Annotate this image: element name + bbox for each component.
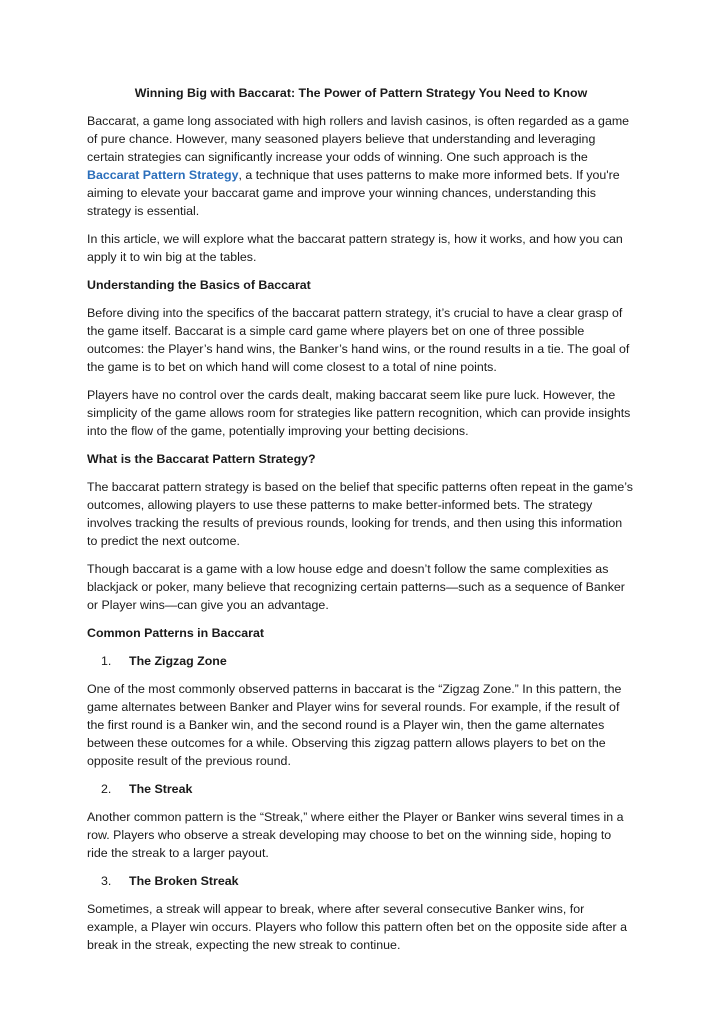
pattern-list-item <box>87 652 635 670</box>
pattern-title-broken-streak: The Broken Streak <box>129 874 239 888</box>
pattern-paragraph-streak: Another common pattern is the “Streak,” where either the Player or Banker wins several times in a row. Players who observe a streak developing may choose to bet on the winning side, hoping to ride the streak to a larger payout. <box>87 810 624 860</box>
pattern-list-item <box>87 780 635 798</box>
pattern-paragraph-zigzag: One of the most commonly observed patterns in baccarat is the “Zigzag Zone.” In this pattern, the game alternates between Banker and Player wins for several rounds. For example, if the result of the first round is a Banker win, and the second round is a Player win, then the game alternates between these outcomes for a while. Observing this zigzag pattern allows players to bet on the opposite result of the previous round. <box>87 682 622 768</box>
section-heading-strategy: What is the Baccarat Pattern Strategy? <box>87 452 316 466</box>
section-heading-patterns: Common Patterns in Baccarat <box>87 626 264 640</box>
baccarat-pattern-strategy-link[interactable]: Baccarat Pattern Strategy <box>87 168 239 182</box>
basics-paragraph-2: Players have no control over the cards dealt, making baccarat seem like pure luck. However, the simplicity of the game allows room for strategies like pattern recognition, which can provide insights into the flow of the game, potentially improving your betting decisions. <box>87 388 631 438</box>
list-number: 2. <box>101 782 112 796</box>
list-number: 1. <box>101 654 112 668</box>
pattern-list-item <box>87 872 635 890</box>
strategy-paragraph-2: Though baccarat is a game with a low house edge and doesn’t follow the same complexities as blackjack or poker, many believe that recognizing certain patterns—such as a sequence of Banker or Player wins—can give you an advantage. <box>87 562 625 612</box>
basics-paragraph-1: Before diving into the specifics of the baccarat pattern strategy, it’s crucial to have a clear grasp of the game itself. Baccarat is a simple card game where players bet on one of three possible outcomes: the Player’s hand wins, the Banker’s hand wins, or the round results in a tie. The goal of the game is to bet on which hand will come closest to a total of nine points. <box>87 306 630 374</box>
intro-text-before-link: Baccarat, a game long associated with high rollers and lavish casinos, is often regarded as a game of pure chance. However, many seasoned players believe that understanding and leveraging certain strategies can significantly increase your odds of winning. One such approach is the <box>87 114 630 164</box>
strategy-paragraph-1: The baccarat pattern strategy is based on the belief that specific patterns often repeat in the game’s outcomes, allowing players to use these patterns to make better-informed bets. The strategy involves tracking the results of previous rounds, looking for trends, and then using this information to predict the next outcome. <box>87 480 633 548</box>
list-number: 3. <box>101 874 112 888</box>
pattern-title-zigzag: The Zigzag Zone <box>129 654 227 668</box>
intro-text-after-link: , a technique that uses patterns to make more informed bets. If you're aiming to elevate your baccarat game and improve your winning chances, understanding this strategy is essential. <box>87 168 620 218</box>
section-heading-basics: Understanding the Basics of Baccarat <box>87 278 311 292</box>
intro-paragraph-2: In this article, we will explore what the baccarat pattern strategy is, how it works, and how you can apply it to win big at the tables. <box>87 232 623 264</box>
pattern-title-streak: The Streak <box>129 782 193 796</box>
pattern-paragraph-broken-streak: Sometimes, a streak will appear to break, where after several consecutive Banker wins, for example, a Player win occurs. Players who follow this pattern often bet on the opposite side after a break in the streak, expecting the new streak to continue. <box>87 902 627 952</box>
document-title: Winning Big with Baccarat: The Power of Pattern Strategy You Need to Know <box>134 86 588 100</box>
document-page <box>87 84 635 964</box>
intro-paragraph <box>87 112 635 220</box>
